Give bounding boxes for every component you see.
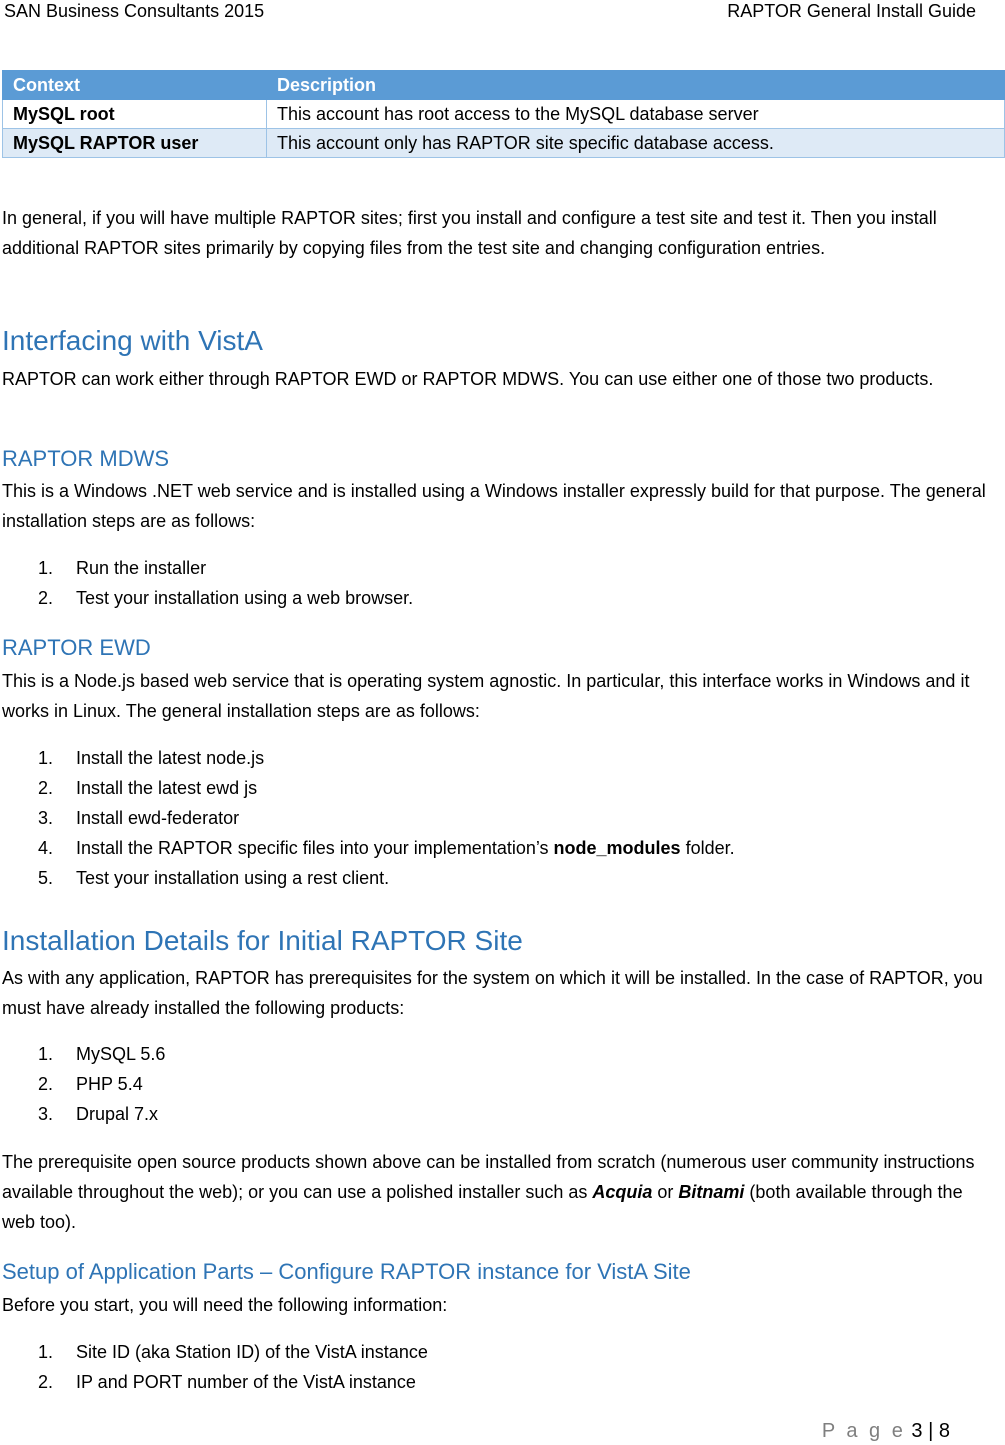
heading-raptor-ewd: RAPTOR EWD: [2, 635, 151, 660]
mdws-paragraph: This is a Windows .NET web service and is installed using a Windows installer expressly build for that purpose. The general installation steps are as follows:: [2, 481, 986, 531]
interfacing-paragraph: RAPTOR can work either through RAPTOR EWD or RAPTOR MDWS. You can use either one of those two products.: [2, 369, 934, 389]
page-number: 3: [911, 1420, 923, 1442]
table-header-description: Description: [267, 71, 1005, 100]
list-item: 2. Test your installation using a web browser.: [38, 588, 414, 608]
heading-setup-application-parts: Setup of Application Parts – Configure RAPTOR instance for VistA Site: [2, 1259, 691, 1284]
table-header-context: Context: [3, 71, 267, 100]
list-item: 3. Drupal 7.x: [38, 1104, 159, 1124]
heading-interfacing: Interfacing with VistA: [2, 325, 263, 356]
table-cell-description: This account has root access to the MySQL database server: [267, 100, 1005, 129]
table-row: [3, 100, 1005, 129]
heading-raptor-mdws: RAPTOR MDWS: [2, 446, 170, 471]
list-item: 1. MySQL 5.6: [38, 1044, 166, 1064]
node-modules-term: node_modules: [553, 838, 681, 858]
installer-note-paragraph: The prerequisite open source products shown above can be installed from scratch (numerous user community instructions available throughout the web); or you can use a polished installer such as Acquia or Bitnami (both available through the web too).: [2, 1152, 975, 1232]
page-separator: |: [928, 1420, 934, 1442]
page-total: 8: [938, 1420, 950, 1442]
bitnami-term: Bitnami: [678, 1182, 745, 1202]
list-item: 2. IP and PORT number of the VistA instance: [38, 1372, 416, 1392]
intro-paragraph: In general, if you will have multiple RAPTOR sites; first you install and configure a test site and test it. Then you install additional RAPTOR sites primarily by copying files from the test site and changing configuration entries.: [2, 208, 937, 258]
setup-paragraph: Before you start, you will need the following information:: [2, 1295, 448, 1315]
installation-paragraph: As with any application, RAPTOR has prerequisites for the system on which it will be installed. In the case of RAPTOR, you must have already installed the following products:: [2, 968, 983, 1018]
ewd-paragraph: This is a Node.js based web service that is operating system agnostic. In particular, this interface works in Windows and it works in Linux. The general installation steps are as follows:: [2, 671, 970, 721]
context-table: [2, 70, 1005, 158]
list-item: 4. Install the RAPTOR specific files into your implementation’s node_modules folder.: [38, 838, 735, 858]
table-cell-context: MySQL root: [3, 100, 267, 129]
header-doc-title: RAPTOR General Install Guide: [727, 1, 976, 21]
table-header-row: [3, 71, 1005, 100]
list-item: 1. Install the latest node.js: [38, 748, 265, 768]
ewd-steps-list: [0, 743, 735, 893]
heading-installation-details: Installation Details for Initial RAPTOR Site: [2, 925, 523, 956]
prerequisite-products-list: [0, 1039, 165, 1129]
list-item: 3. Install ewd-federator: [38, 808, 240, 828]
header-org: SAN Business Consultants 2015: [4, 1, 265, 21]
table-row: [3, 129, 1005, 158]
list-item: 2. PHP 5.4: [38, 1074, 143, 1094]
table-cell-description: This account only has RAPTOR site specific database access.: [267, 129, 1005, 158]
page-footer: [822, 1418, 950, 1444]
acquia-term: Acquia: [592, 1182, 653, 1202]
list-item: 2. Install the latest ewd js: [38, 778, 258, 798]
page-label: P a g e: [821, 1420, 906, 1442]
list-item: 5. Test your installation using a rest client.: [38, 868, 390, 888]
list-item: 1. Site ID (aka Station ID) of the VistA instance: [38, 1342, 428, 1362]
table-cell-context: MySQL RAPTOR user: [3, 129, 267, 158]
list-item: 1. Run the installer: [38, 558, 207, 578]
mdws-steps-list: [0, 553, 413, 613]
setup-info-list: [0, 1337, 428, 1397]
